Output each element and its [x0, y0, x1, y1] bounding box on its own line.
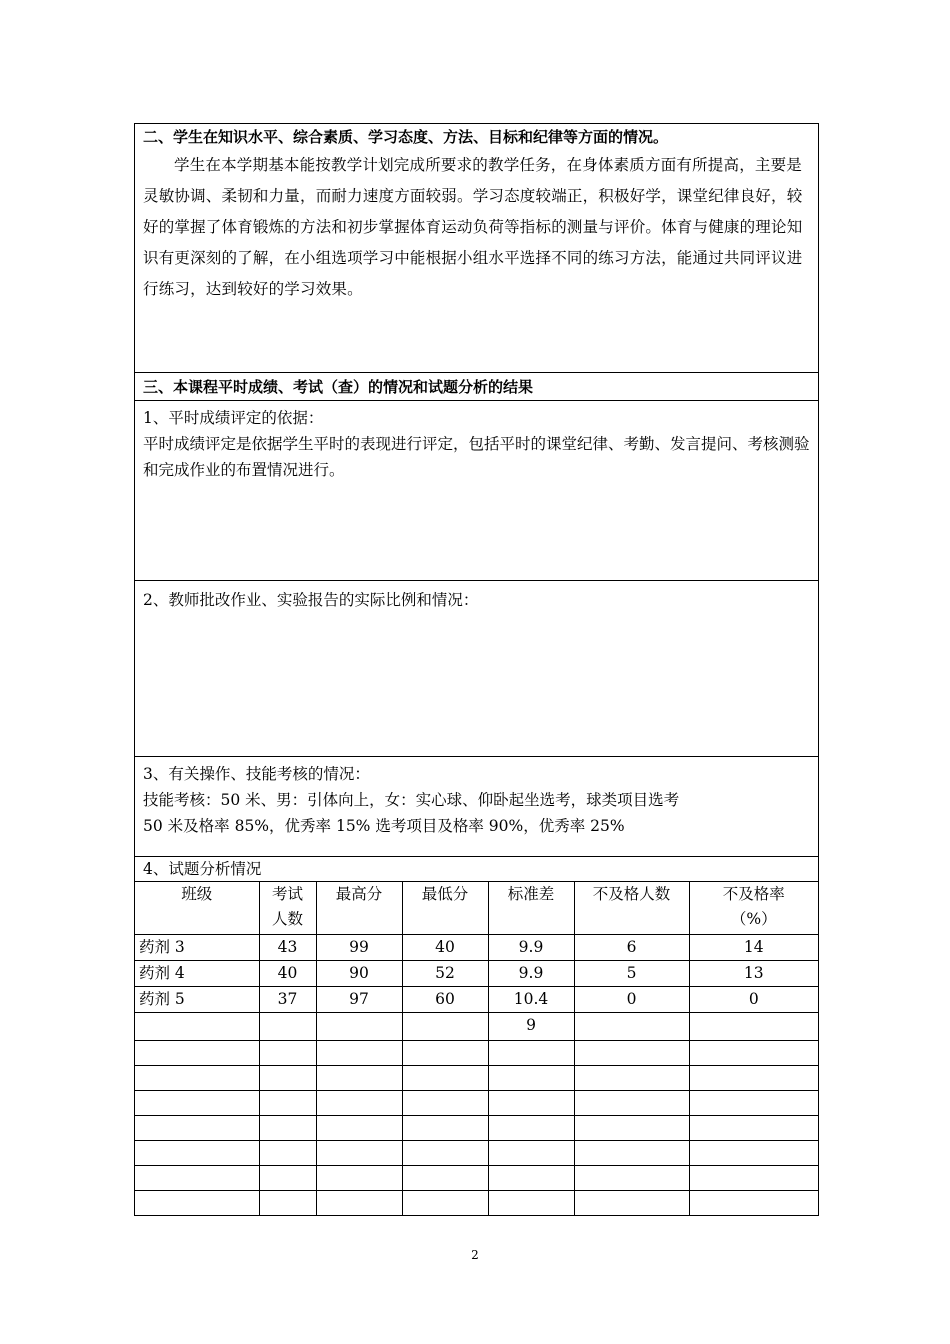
table-row-empty: [135, 1140, 818, 1165]
header-rate-line1: 不及格率: [722, 885, 785, 903]
cell-rate: 13: [689, 960, 818, 986]
table-row-empty: [135, 1190, 818, 1215]
section-grades-heading: [135, 373, 818, 401]
item-title: 4、试题分析情况: [143, 860, 262, 878]
cell-class: 药剂 5: [135, 986, 259, 1012]
table-row-empty: [135, 1165, 818, 1190]
section-body: 学生在本学期基本能按教学计划完成所要求的教学任务，在身体素质方面有所提高，主要是灵敏协调、柔韧和力量，而耐力速度方面较弱。学习态度较端正，积极好学，课堂纪律良好，较好的掌握了体育锻炼的方法和初步掌握体育运动负荷等指标的测量与评价。体育与健康的理论知识有更深刻的了解，在小组选项学习中能根据小组水平选择不同的练习方法，能通过共同评议进行练习，达到较好的学习效果。: [143, 156, 803, 298]
item-skill-assessment: [135, 757, 818, 857]
table-row: [135, 960, 818, 986]
cell-rate: [689, 1012, 818, 1040]
cell-fail: 5: [574, 960, 689, 986]
page-number: 2: [471, 1248, 479, 1262]
header-min: 最低分: [402, 882, 488, 934]
table-header-row: [135, 882, 818, 934]
cell-max: 90: [316, 960, 402, 986]
section-heading: 二、学生在知识水平、综合素质、学习态度、方法、目标和纪律等方面的情况。: [143, 128, 669, 146]
cell-std: 9: [488, 1012, 574, 1040]
header-count-line2: 人数: [271, 910, 303, 928]
header-rate-line2: （%）: [730, 910, 777, 928]
cell-rate: 14: [689, 934, 818, 960]
cell-fail: 6: [574, 934, 689, 960]
table-row-empty: [135, 1065, 818, 1090]
item-body: 平时成绩评定是依据学生平时的表现进行评定，包括平时的课堂纪律、考勤、发言提问、考核测验和完成作业的布置情况进行。: [143, 435, 810, 479]
cell-count: 37: [259, 986, 316, 1012]
cell-class: 药剂 4: [135, 960, 259, 986]
item-analysis-title-row: [135, 857, 818, 882]
table-row-empty: [135, 1090, 818, 1115]
cell-min: 40: [402, 934, 488, 960]
cell-min: 60: [402, 986, 488, 1012]
table-row: [135, 986, 818, 1012]
cell-max: 97: [316, 986, 402, 1012]
cell-class: 药剂 3: [135, 934, 259, 960]
item-title: 2、教师批改作业、实验报告的实际比例和情况：: [143, 591, 479, 609]
header-fail: 不及格人数: [574, 882, 689, 934]
cell-max: 99: [316, 934, 402, 960]
section-heading: 三、本课程平时成绩、考试（查）的情况和试题分析的结果: [143, 378, 534, 396]
cell-max: [316, 1012, 402, 1040]
item-title: 3、有关操作、技能考核的情况：: [143, 765, 370, 783]
header-rate: [689, 882, 818, 934]
item-homework-ratio: [135, 581, 818, 757]
cell-std: 10.4: [488, 986, 574, 1012]
cell-fail: 0: [574, 986, 689, 1012]
header-class: 班级: [135, 882, 259, 934]
table-row-empty: [135, 1115, 818, 1140]
cell-class: [135, 1012, 259, 1040]
item-title: 1、平时成绩评定的依据：: [143, 409, 324, 427]
cell-min: [402, 1012, 488, 1040]
section-student-situation: [135, 124, 818, 373]
item-regular-grades: [135, 401, 818, 581]
cell-min: 52: [402, 960, 488, 986]
cell-count: 40: [259, 960, 316, 986]
item-line: 技能考核：50 米、男：引体向上，女：实心球、仰卧起坐选考，球类项目选考: [143, 791, 680, 809]
cell-std: 9.9: [488, 960, 574, 986]
table-row-empty: [135, 1040, 818, 1065]
exam-analysis-table: [135, 882, 818, 1215]
header-max: 最高分: [316, 882, 402, 934]
cell-std: 9.9: [488, 934, 574, 960]
cell-count: [259, 1012, 316, 1040]
table-row: [135, 1012, 818, 1040]
header-count: [259, 882, 316, 934]
table-row: [135, 934, 818, 960]
cell-fail: [574, 1012, 689, 1040]
cell-count: 43: [259, 934, 316, 960]
report-table-frame: [134, 123, 819, 1216]
header-count-line1: 考试: [271, 885, 303, 903]
cell-rate: 0: [689, 986, 818, 1012]
header-std: 标准差: [488, 882, 574, 934]
item-line: 50 米及格率 85%，优秀率 15% 选考项目及格率 90%，优秀率 25%: [143, 817, 625, 835]
